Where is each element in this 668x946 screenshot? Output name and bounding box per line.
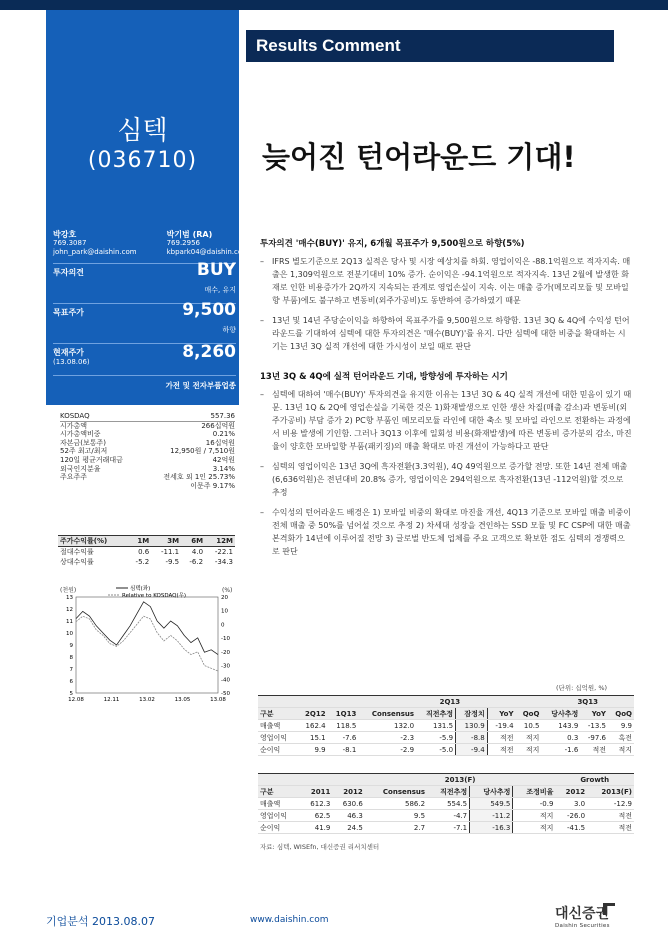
table-row — [258, 798, 634, 810]
table-cell: -5.0 — [416, 744, 455, 756]
blank-header — [258, 696, 297, 708]
logo-sub: Daishin Securities — [555, 923, 610, 929]
bullet-text: 심텍에 대하여 '매수(BUY)' 투자의견을 유지한 이유는 13년 3Q & 4Q 실적 개선에 대한 믿음이 있기 때문. 13년 1Q & 2Q에 영업손실을 기록한 것은 1)화재발생으로 인한 생산 차질(매출 감소)과 변동비(외주가공비) 부담 증가 2) PC향 부품인 메모리모듈 라인에 대한 축소 및 모바일 라인으로 전환하는 과정에서 비용 발생에 기인함. 그러나 3Q13 이후에 일회성 비용(화재발생)에 따른 변동비 증가분의 감소, 마진율이 양호한 모바일향 부품(패키징)의 매출 확대로 마진 개선이 가능하다고 판단 — [272, 390, 632, 451]
opinion-value: BUY — [196, 260, 236, 280]
perf-cell: 4.0 — [191, 548, 204, 556]
column-header: YoY — [487, 708, 515, 720]
perf-header — [58, 536, 235, 547]
column-header: 2012 — [332, 786, 364, 798]
table-cell: 적지 — [513, 822, 556, 834]
table-cell: 554.5 — [427, 798, 470, 810]
column-header: Consensus — [365, 786, 427, 798]
perf-body — [58, 547, 235, 568]
stat-value: 0.21% — [212, 430, 235, 439]
y-left-tick: 7 — [69, 667, 73, 673]
analyst-tel: 769.3087 — [53, 239, 87, 247]
y-left-tick: 10 — [66, 631, 73, 637]
column-header: 당사추정 — [470, 786, 513, 798]
price-label: 현재주가 — [53, 348, 84, 357]
x-tick: 12.08 — [68, 697, 84, 703]
daishin-logo — [555, 903, 610, 929]
column-header: 2Q12 — [297, 708, 328, 720]
column-header: 2013(F) — [587, 786, 634, 798]
stat-label: KOSDAQ — [60, 412, 90, 420]
table-row — [258, 822, 634, 834]
table-row — [258, 720, 634, 732]
top-bar — [0, 0, 668, 10]
table-cell: 9.5 — [365, 810, 427, 822]
stat-row — [60, 447, 235, 456]
stat-value: 266십억원 — [201, 421, 235, 430]
table-cell: 132.0 — [358, 720, 416, 732]
table-cell: 162.4 — [297, 720, 328, 732]
perf-cell: -34.3 — [214, 558, 233, 566]
stat-row — [60, 473, 235, 482]
perf-cell: -6.2 — [189, 558, 204, 566]
table-cell: 46.3 — [332, 810, 364, 822]
table-cell: -19.4 — [487, 720, 515, 732]
headline: 늦어진 턴어라운드 기대! — [262, 140, 576, 174]
stat-value: 12,950원 / 7,510원 — [170, 447, 235, 456]
opinion-block — [53, 260, 236, 303]
perf-col-header: 12M — [205, 536, 235, 547]
stat-value: 16십억원 — [205, 438, 235, 447]
blank-header — [328, 696, 359, 708]
blank-header — [332, 774, 364, 786]
table-cell: -5.9 — [416, 732, 455, 744]
table-cell: -16.3 — [470, 822, 513, 834]
perf-col-header: 3M — [151, 536, 181, 547]
unit-note: (단위: 십억원, %) — [556, 684, 608, 692]
table-cell: 순이익 — [258, 822, 300, 834]
target-block — [53, 300, 236, 343]
report-section — [260, 371, 632, 558]
table-cell: 적지 — [608, 744, 634, 756]
column-header: 잠정치 — [456, 708, 488, 720]
table-cell: 적전 — [487, 744, 515, 756]
analyst-1 — [53, 230, 137, 257]
stat-label: 외국인지분율 — [60, 464, 101, 473]
table-cell: 순이익 — [258, 744, 297, 756]
column-header: QoQ — [608, 708, 634, 720]
table-cell: -4.7 — [427, 810, 470, 822]
perf-cell: -5.2 — [135, 558, 150, 566]
analyst-email[interactable]: john_park@daishin.com — [53, 248, 137, 256]
table-cell: -8.8 — [456, 732, 488, 744]
stat-row — [60, 482, 235, 491]
annual-estimates-table — [258, 773, 634, 834]
y-left-tick: 12 — [66, 607, 73, 613]
table-cell: 영업이익 — [258, 732, 297, 744]
table-cell: 적전 — [580, 744, 608, 756]
perf-row — [58, 557, 235, 567]
table-cell: 549.5 — [470, 798, 513, 810]
table-cell: 적지 — [516, 732, 542, 744]
y-right-tick: 10 — [221, 608, 228, 615]
group-header: Growth — [555, 774, 634, 786]
bullet-item — [260, 388, 632, 453]
table-cell: 매출액 — [258, 798, 300, 810]
analyst-tel: 769.2956 — [166, 239, 200, 247]
table-cell: -9.4 — [456, 744, 488, 756]
opinion-label: 투자의견 — [53, 268, 84, 277]
stat-label: 시가총액비중 — [60, 430, 101, 439]
x-tick: 13.02 — [139, 697, 155, 703]
target-sub: 하향 — [222, 326, 236, 334]
y-right-tick: 20 — [221, 595, 228, 601]
stat-label: 자본금(보통주) — [60, 438, 107, 447]
table-cell: -1.6 — [541, 744, 580, 756]
column-header: 구분 — [258, 786, 300, 798]
y-left-tick: 13 — [66, 595, 73, 601]
y-right-tick: -30 — [221, 663, 230, 670]
table-row — [258, 732, 634, 744]
column-header: QoQ — [516, 708, 542, 720]
stock-stats — [60, 412, 235, 490]
group-header-row — [258, 774, 634, 786]
bullet-dash: – — [260, 508, 264, 517]
right-unit: (%) — [222, 587, 233, 594]
report-body — [260, 238, 632, 565]
table-cell: -0.9 — [513, 798, 556, 810]
table-cell: 586.2 — [365, 798, 427, 810]
table-cell: 9.9 — [608, 720, 634, 732]
opinion-sub: 매수, 유지 — [204, 286, 236, 294]
x-tick: 13.05 — [174, 697, 191, 703]
stat-value: 전세호 외 1인 25.73% — [163, 473, 235, 482]
table-cell: 적전 — [587, 822, 634, 834]
stat-row — [60, 422, 235, 431]
plot-frame — [76, 597, 218, 693]
blank-header — [300, 774, 332, 786]
table-cell: -12.9 — [587, 798, 634, 810]
group-header: 2013(F) — [365, 774, 556, 786]
footer-url[interactable]: www.daishin.com — [250, 915, 329, 925]
perf-row — [58, 547, 235, 558]
table-cell: -13.5 — [580, 720, 608, 732]
bullet-text: IFRS 별도기준으로 2Q13 실적은 당사 및 시장 예상치를 하회. 영업이익은 -88.1억원으로 적자지속. 매출은 1,309억원으로 전분기대비 10% 증가. 순이익은 -94.1억원으로 적자지속. 13년 2월에 발생한 화재로 인한 비용증가가 2Q까지 지속되는 관계로 영업손실이 지속. 이는 매출 증가(메모리모듈 및 모바일향 부품)에도 불구하고 변동비(외주가공비)도 동반하여 증가하였기 때문 — [272, 257, 631, 305]
footer-label: 기업분석 2013.08.07 — [46, 915, 155, 928]
price-value: 8,260 — [182, 342, 236, 362]
stat-row — [60, 412, 235, 422]
legend-1: 심텍(좌) — [130, 586, 151, 592]
stat-row — [60, 465, 235, 474]
table-cell: 영업이익 — [258, 810, 300, 822]
table-cell: 630.6 — [332, 798, 364, 810]
price-chart — [58, 583, 236, 708]
bullet-text: 13년 및 14년 주당순이익을 하향하여 목표주가를 9,500원으로 하향함. 13년 3Q & 4Q에 수익성 턴어라운드를 기대하여 심텍에 대한 투자의견은 '매수(BUY)'를 유지. 다만 심텍에 대한 비중을 확대하는 시기는 13년 3Q 실적 개선에 대한 가시성이 보일 때로 판단 — [272, 316, 630, 351]
section-heading: 13년 3Q & 4Q에 실적 턴어라운드 기대, 방향성에 투자하는 시기 — [260, 372, 508, 382]
price-block — [53, 343, 236, 375]
table-cell: -2.3 — [358, 732, 416, 744]
stat-label: 120일 평균거래대금 — [60, 455, 123, 464]
stat-row — [60, 456, 235, 465]
table-cell: 매출액 — [258, 720, 297, 732]
bullet-text: 수익성의 턴어라운드 배경은 1) 모바일 비중의 확대로 마진율 개선, 4Q13 기준으로 모바일 매출 비중이 전체 매출 중 50%를 넘어설 것으로 추정 2) 차세대 성장을 견인하는 SSD 모듈 및 FC CSP에 대한 매출 본격화가 14년에 이루어질 전망 3) 글로벌 반도체 업체를 주요 고객으로 확보한 점도 심텍의 경쟁력으로 판단 — [272, 508, 632, 556]
bullet-dash: – — [260, 316, 264, 325]
table-cell: -97.6 — [580, 732, 608, 744]
table-cell: 적지 — [513, 810, 556, 822]
table-cell: -26.0 — [555, 810, 587, 822]
section-heading: 투자의견 '매수(BUY)' 유지, 6개월 목표주가 9,500원으로 하향(5%) — [260, 239, 525, 249]
column-header: 2012 — [555, 786, 587, 798]
company-name: 심텍 — [117, 116, 168, 146]
blank-header — [297, 696, 328, 708]
bullet-item — [260, 460, 632, 499]
stat-label: 시가총액 — [60, 421, 88, 430]
group-header-row — [258, 696, 634, 708]
table-cell: 0.3 — [541, 732, 580, 744]
bullet-item — [260, 314, 632, 353]
stat-value: 557.36 — [210, 412, 235, 420]
stat-label: 주요주주 — [60, 473, 88, 482]
table-cell: 131.5 — [416, 720, 455, 732]
column-header: 당사추정 — [541, 708, 580, 720]
table-cell: -7.6 — [328, 732, 359, 744]
table-cell: 118.5 — [328, 720, 359, 732]
perf-cell: -11.1 — [161, 548, 180, 556]
stat-value: 이문주 9.17% — [190, 481, 235, 490]
analyst-info — [53, 230, 249, 405]
left-unit: (천원) — [60, 587, 77, 594]
y-right-tick: 0 — [221, 622, 225, 629]
analyst-email[interactable]: kbpark04@daishin.com — [166, 248, 249, 256]
table-cell: 130.9 — [456, 720, 488, 732]
table-cell: 9.9 — [297, 744, 328, 756]
table-cell: -7.1 — [427, 822, 470, 834]
table-cell: 24.5 — [332, 822, 364, 834]
stat-value: 3.14% — [212, 464, 235, 473]
perf-cell: 0.6 — [138, 548, 150, 556]
y-left-tick: 11 — [66, 619, 73, 625]
perf-cell: -9.5 — [165, 558, 180, 566]
logo-mark-icon — [603, 903, 615, 915]
perf-col-header: 주가수익률(%) — [58, 536, 127, 547]
bullet-text: 심텍의 영업이익은 13년 3Q에 흑자전환(3.3억원), 4Q 49억원으로 증가할 전망. 또한 14년 전체 매출(6,636억원)은 전년대비 20.8% 증가, 영업이익은 294억원으로 흑자전환(13년 -112억원)할 것으로 추정 — [272, 462, 628, 497]
table-cell: 15.1 — [297, 732, 328, 744]
column-header: 구분 — [258, 708, 297, 720]
bullet-dash: – — [260, 390, 264, 399]
column-header-row — [258, 786, 634, 798]
table-cell: 적전 — [587, 810, 634, 822]
bullet-dash: – — [260, 462, 264, 471]
analyst-name: 박강호 — [53, 230, 77, 239]
table-cell: 3.0 — [555, 798, 587, 810]
perf-col-header: 6M — [181, 536, 205, 547]
column-header: 2011 — [300, 786, 332, 798]
x-tick: 13.08 — [210, 697, 226, 703]
perf-cell: -22.1 — [214, 548, 233, 556]
column-header: 직전추정 — [416, 708, 455, 720]
report-section — [260, 238, 632, 353]
y-right-tick: -50 — [221, 691, 230, 697]
analyst-name: 박기범 (RA) — [166, 230, 213, 239]
table-cell: 41.9 — [300, 822, 332, 834]
legend-2: Relative to KOSDAQ(우) — [122, 593, 187, 599]
series-relative-line — [76, 616, 218, 671]
perf-cell: 상대수익률 — [60, 558, 94, 566]
y-right-tick: -40 — [221, 677, 230, 684]
x-tick: 12.11 — [103, 697, 120, 703]
analyst-2 — [167, 230, 249, 257]
table-cell: 적전 — [487, 732, 515, 744]
y-left-tick: 5 — [69, 691, 73, 697]
logo-text: 대신증권 — [555, 906, 610, 922]
table-cell: 612.3 — [300, 798, 332, 810]
blank-header — [258, 774, 300, 786]
bullet-item — [260, 506, 632, 558]
target-label: 목표주가 — [53, 308, 84, 317]
column-header: 1Q13 — [328, 708, 359, 720]
perf-cell: 절대수익률 — [60, 548, 94, 556]
table-row — [258, 744, 634, 756]
table-cell: 적지 — [516, 744, 542, 756]
quarterly-estimates-table — [258, 695, 634, 756]
table-cell: 10.5 — [516, 720, 542, 732]
y-right-tick: -10 — [221, 636, 230, 643]
table-cell: 62.5 — [300, 810, 332, 822]
table-row — [258, 810, 634, 822]
perf-col-header: 1M — [127, 536, 151, 547]
table-cell: 143.9 — [541, 720, 580, 732]
group-header: 3Q13 — [541, 696, 634, 708]
source-note: 자료: 심텍, WISEfn, 대신증권 리서치센터 — [260, 843, 380, 851]
table-cell: 흑전 — [608, 732, 634, 744]
price-date: (13.08.06) — [53, 358, 90, 366]
table-cell: -41.5 — [555, 822, 587, 834]
performance-table — [58, 535, 235, 567]
column-header: 직전추정 — [427, 786, 470, 798]
target-value: 9,500 — [182, 300, 236, 320]
column-header: Consensus — [358, 708, 416, 720]
table-cell: -8.1 — [328, 744, 359, 756]
report-type-banner: Results Comment — [246, 30, 614, 62]
column-header: 조정비율 — [513, 786, 556, 798]
company-code: (036710) — [87, 148, 198, 173]
bullet-item — [260, 255, 632, 307]
series-price-line — [76, 602, 218, 655]
table-cell: 2.7 — [365, 822, 427, 834]
y-left-tick: 6 — [69, 679, 73, 685]
sector: 가전 및 전자부품업종 — [53, 375, 236, 390]
y-right-tick: -20 — [221, 649, 230, 656]
stat-row — [60, 430, 235, 439]
stat-value: 42억원 — [212, 455, 235, 464]
table-cell: -11.2 — [470, 810, 513, 822]
group-header: 2Q13 — [358, 696, 541, 708]
table-cell: -2.9 — [358, 744, 416, 756]
y-left-tick: 9 — [69, 643, 73, 649]
column-header-row — [258, 708, 634, 720]
column-header: YoY — [580, 708, 608, 720]
y-left-tick: 8 — [69, 655, 73, 661]
stat-label: 52주 최고/최저 — [60, 447, 108, 456]
bullet-dash: – — [260, 257, 264, 266]
